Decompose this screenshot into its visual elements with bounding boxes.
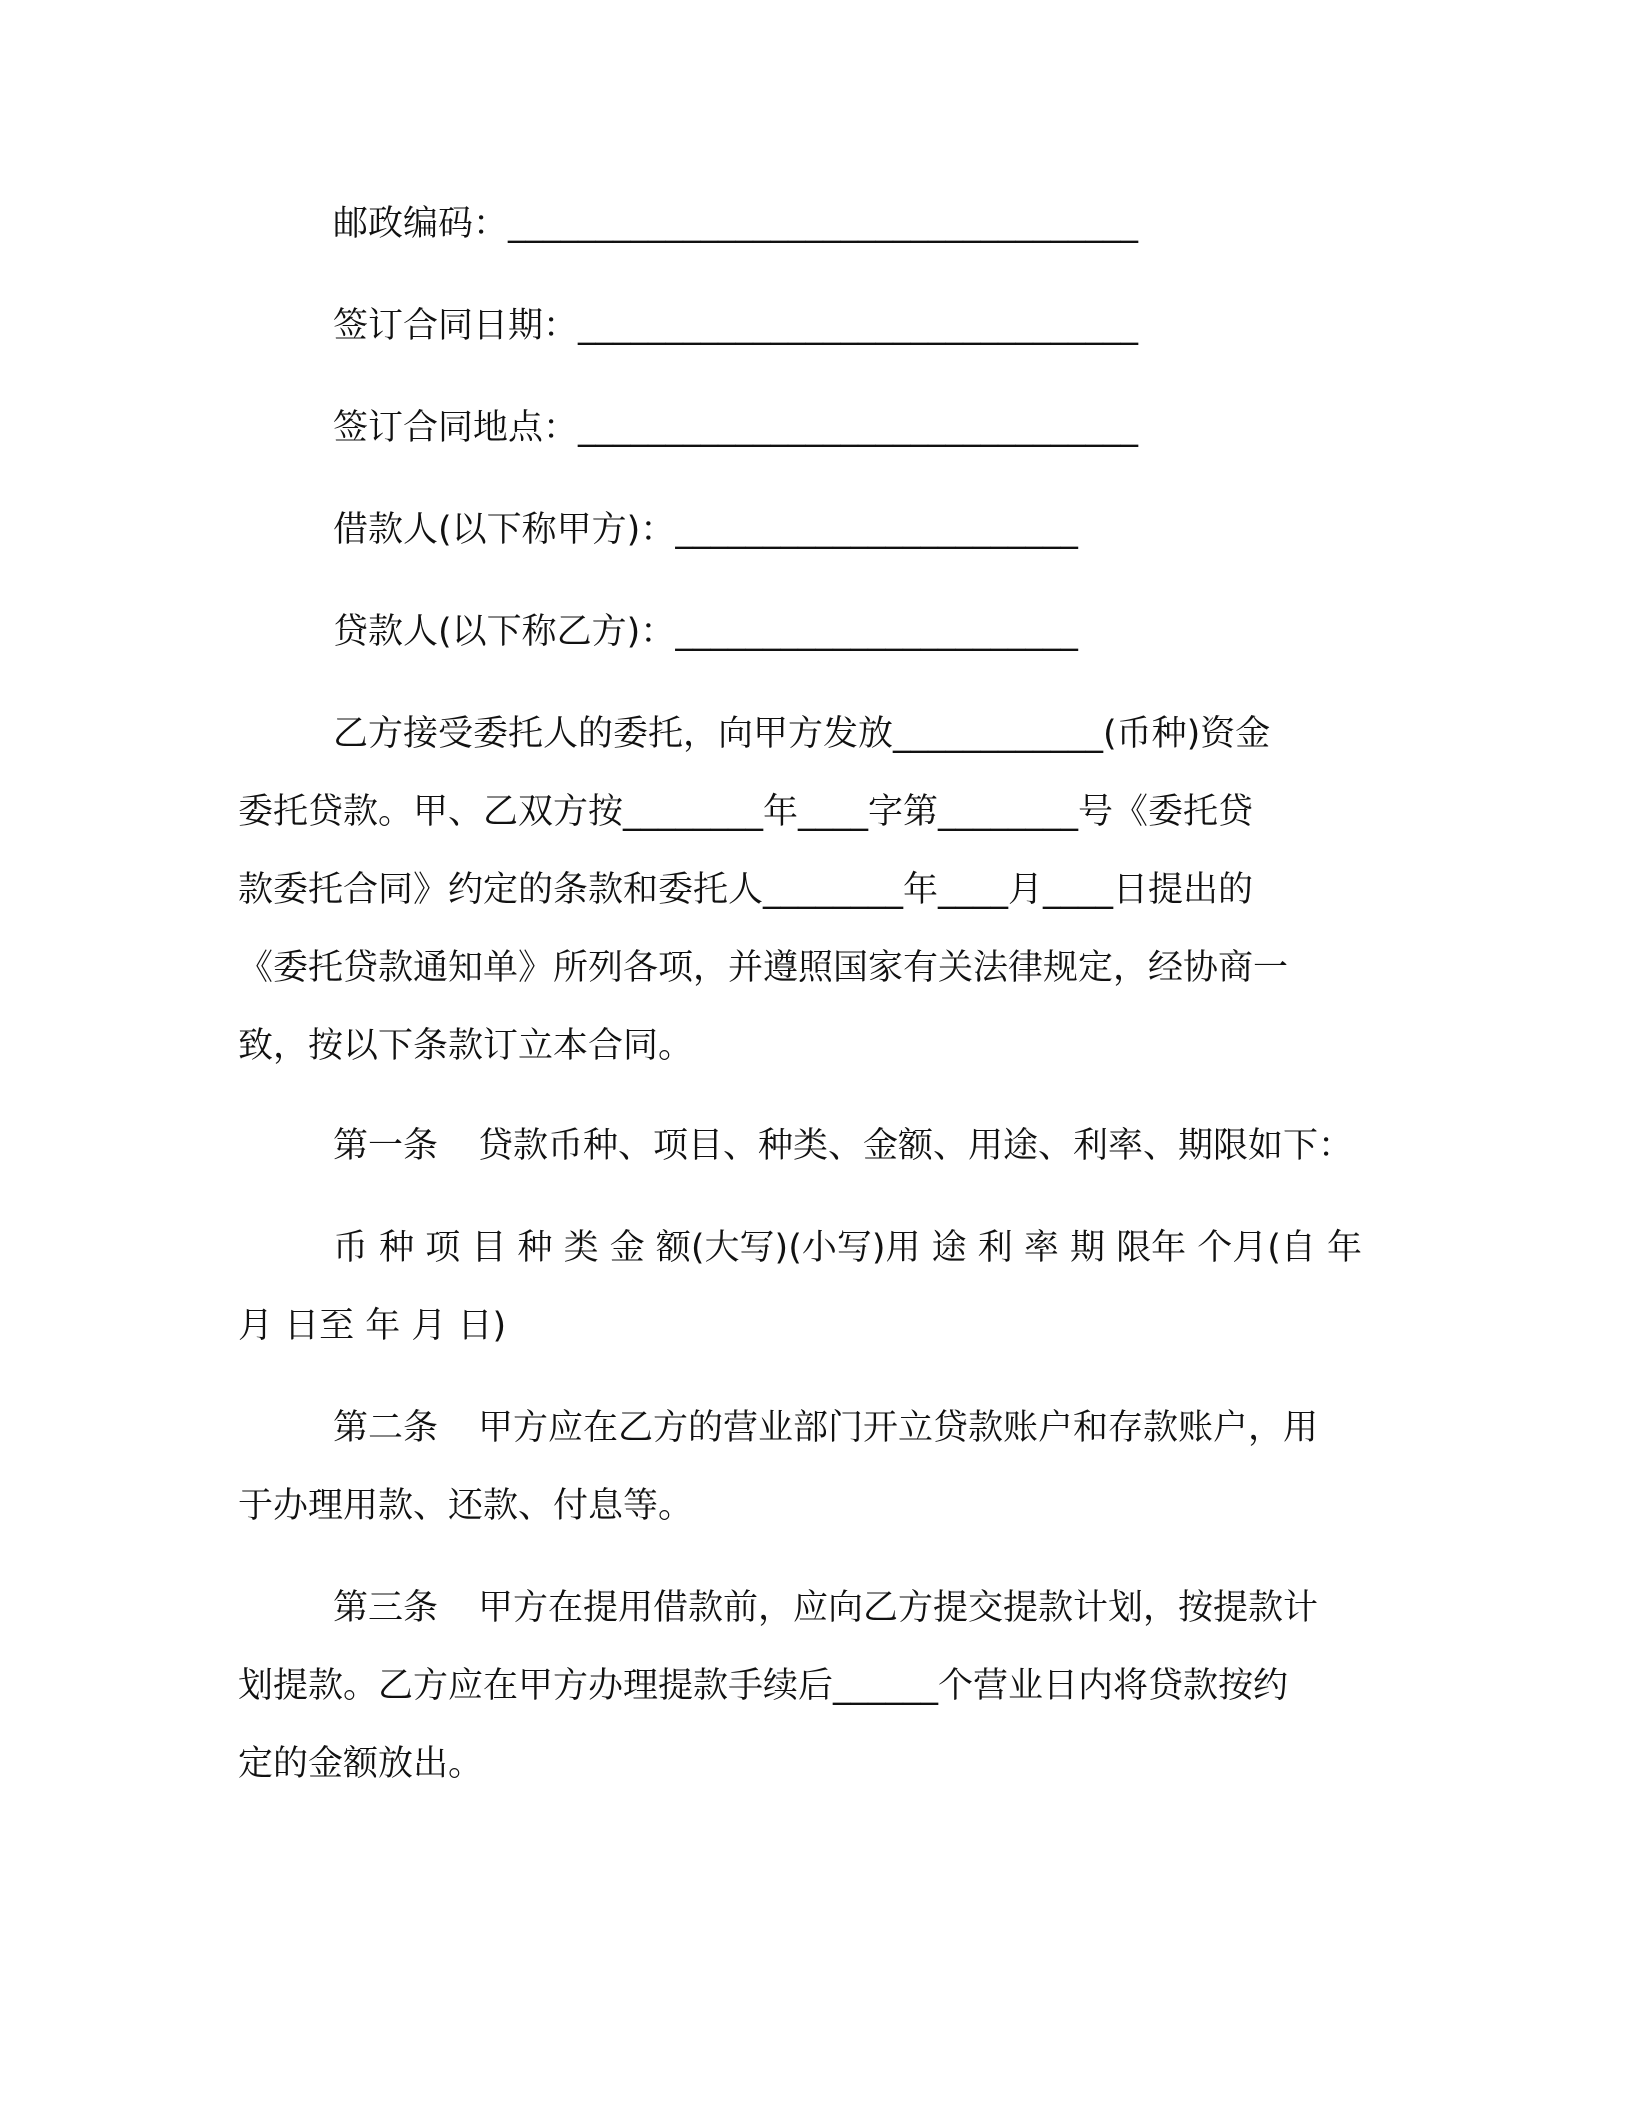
article-2-heading: 第二条 [333,1408,439,1448]
lender-label: 贷款人(以下称乙方)： [333,612,676,652]
article-1 [333,1124,1353,1168]
article-3-line-2: 划提款。乙方应在甲方办理提款手续后______个营业日内将贷款按约 [238,1666,1289,1706]
signing-date-field [333,304,1138,348]
article-1-heading: 第一条 [333,1126,439,1166]
table-line-1: 币 种 项 目 种 类 金 额(大写)(小写)用 途 利 率 期 限年 个月(自 年 [333,1228,1363,1268]
borrower-label: 借款人(以下称甲方)： [333,510,676,550]
signing-date-label: 签订合同日期： [333,306,579,346]
preamble-line-4: 《委托贷款通知单》所列各项，并遵照国家有关法律规定，经协商一 [238,948,1289,988]
preamble-line-2: 委托贷款。甲、乙双方按________年____字第________号《委托贷 [238,792,1254,832]
article-3-heading: 第三条 [333,1588,439,1628]
table-line-2: 月 日至 年 月 日) [238,1306,507,1346]
article-2-text-1: 甲方应在乙方的营业部门开立贷款账户和存款账户，用 [478,1408,1319,1448]
borrower-field [333,508,1078,552]
preamble-line-5: 致，按以下条款订立本合同。 [238,1026,694,1066]
signing-place-blank: ________________________________ [578,408,1139,448]
preamble-line-1: 乙方接受委托人的委托，向甲方发放____________(币种)资金 [333,714,1271,754]
article-3-line-1 [333,1586,1318,1630]
article-3-line-3: 定的金额放出。 [238,1744,484,1784]
postal-code-label: 邮政编码： [333,204,509,244]
article-2-line-2: 于办理用款、还款、付息等。 [238,1486,694,1526]
borrower-blank: _______________________ [675,510,1078,550]
lender-blank: _______________________ [675,612,1078,652]
preamble-line-3: 款委托合同》约定的条款和委托人________年____月____日提出的 [238,870,1254,910]
article-1-text: 贷款币种、项目、种类、金额、用途、利率、期限如下： [478,1126,1354,1166]
lender-field [333,610,1078,654]
article-2-line-1 [333,1406,1318,1450]
article-3-text-1: 甲方在提用借款前，应向乙方提交提款计划，按提款计 [478,1588,1319,1628]
signing-place-label: 签订合同地点： [333,408,579,448]
postal-code-blank: ____________________________________ [508,204,1139,244]
signing-date-blank: ________________________________ [578,306,1139,346]
postal-code-field [333,202,1138,246]
signing-place-field [333,406,1138,450]
